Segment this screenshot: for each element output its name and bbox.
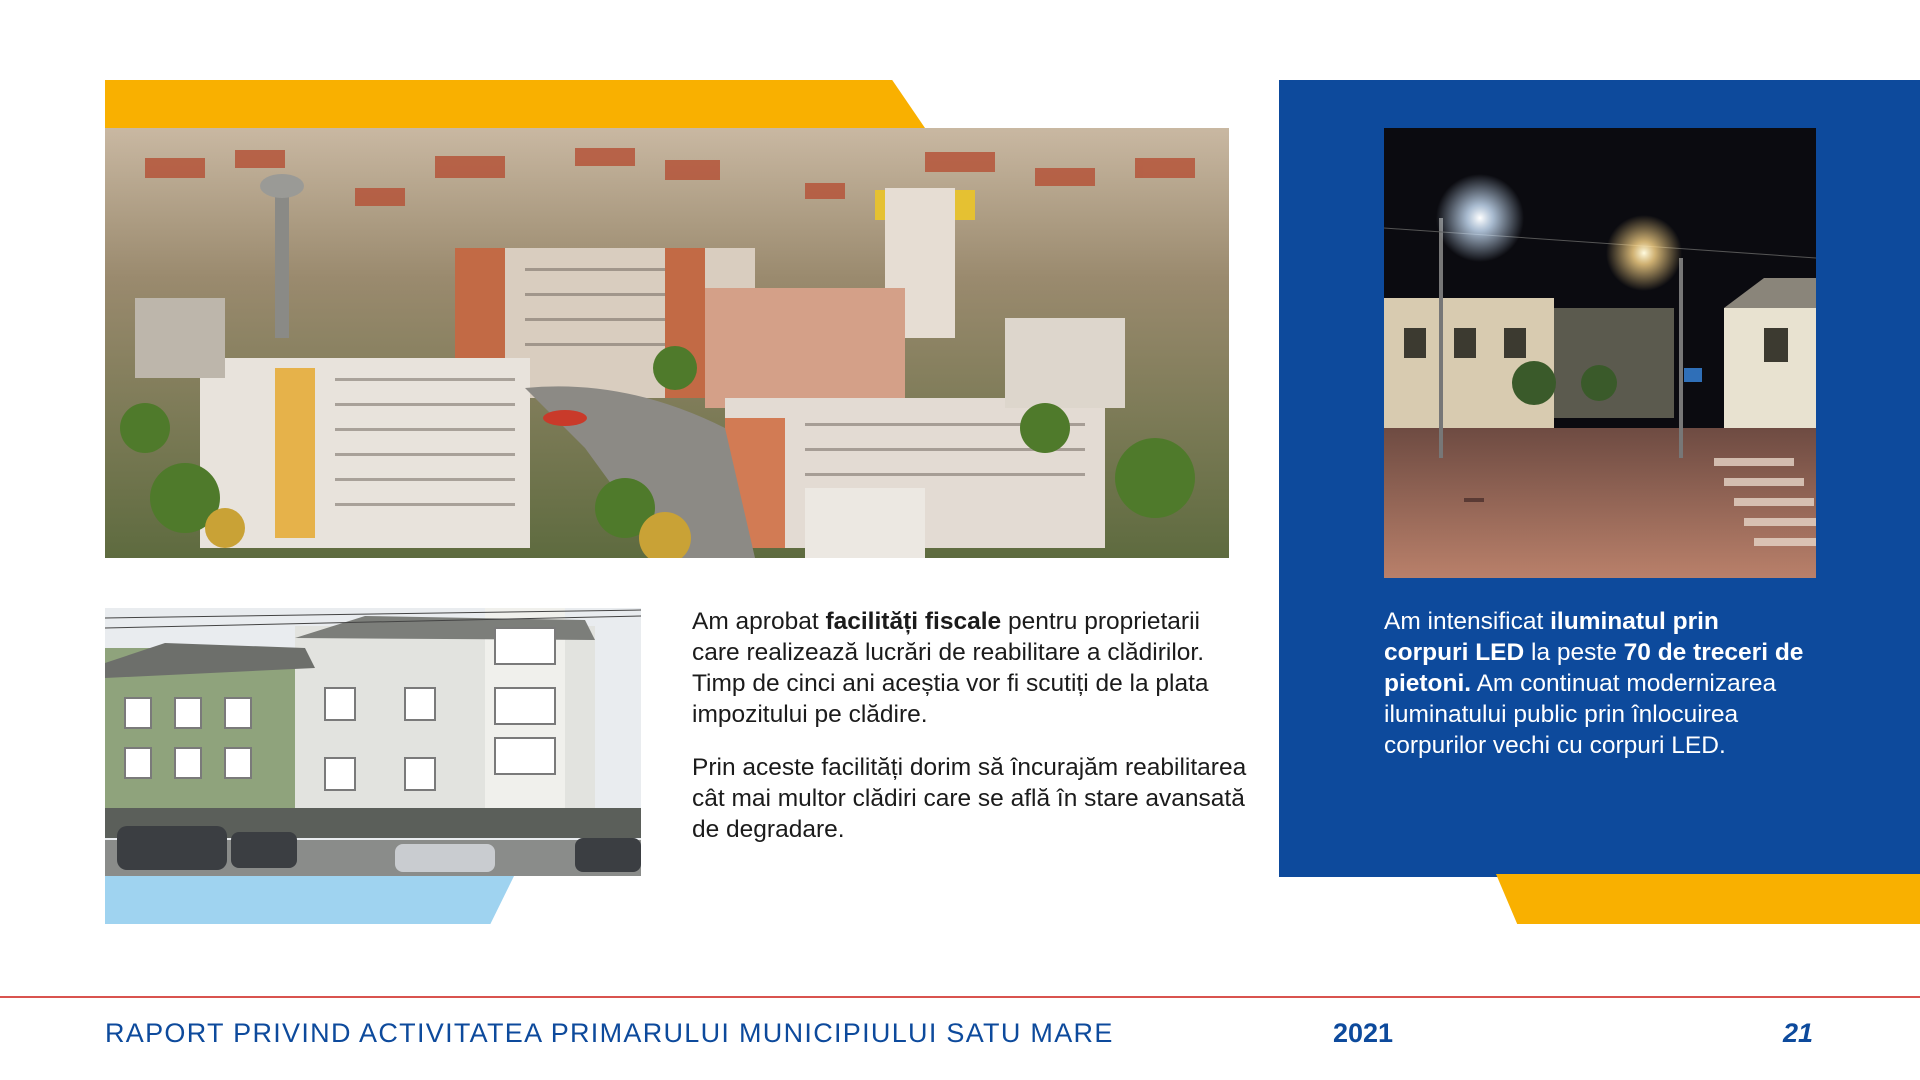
yellow-accent-band-top xyxy=(105,80,925,128)
aerial-city-photo xyxy=(105,128,1229,558)
paragraph-fiscal-facilities: Am aprobat facilități fiscale pentru proprietarii care realizează lucrări de reabilitare a clădirilor. Timp de cinci ani aceștia vor fi scutiți de la plata impozitului pe clădire. xyxy=(692,608,1209,728)
light-blue-accent-band xyxy=(105,874,515,924)
highlight-pedestrian-crossings: 70 de treceri de pietoni. xyxy=(1384,639,1804,697)
footer-year: 2021 xyxy=(1333,1018,1394,1048)
highlight-led-lighting: iluminatul prin corpuri LED xyxy=(1384,608,1719,666)
yellow-accent-band-right xyxy=(1496,874,1920,924)
footer-report-title: RAPORT PRIVIND ACTIVITATEA PRIMARULUI MUNICIPIULUI SATU MARE xyxy=(105,1018,1114,1048)
page-number: 21 xyxy=(1783,1018,1814,1048)
renovated-building-photo xyxy=(105,608,641,876)
led-street-lighting-photo xyxy=(1384,128,1816,578)
highlight-fiscal-facilities: facilități fiscale xyxy=(825,608,1002,635)
footer-divider xyxy=(0,996,1920,998)
led-lighting-text xyxy=(1384,606,1804,761)
paragraph-led-lighting: Am intensificat iluminatul prin corpuri LED la peste 70 de treceri de pietoni. Am continuat modernizarea iluminatului public prin înlocuirea corpurilor vechi cu corpuri LED. xyxy=(1384,608,1804,759)
paragraph-rehabilitation: Prin aceste facilități dorim să încurajăm reabilitarea cât mai multor clădiri care se află în stare avansată de degradare. xyxy=(692,754,1247,843)
fiscal-facilities-text xyxy=(692,606,1252,867)
